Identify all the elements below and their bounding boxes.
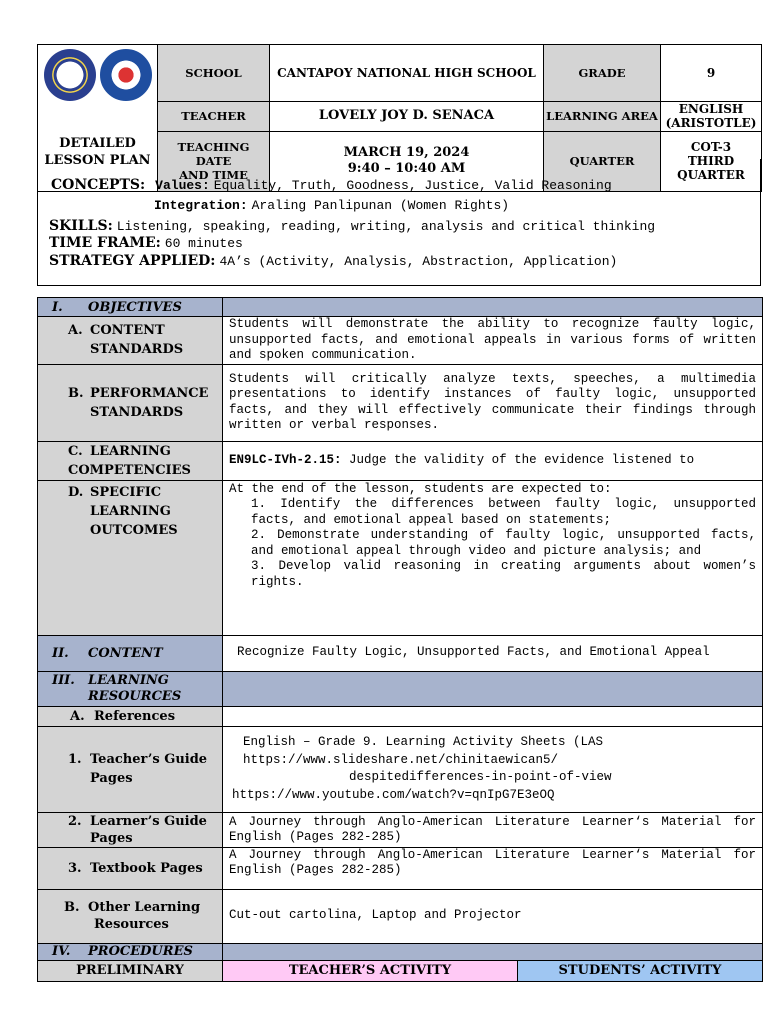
integration-line xyxy=(154,196,509,214)
quarter-value-line-1: COT-3 xyxy=(690,140,732,154)
resources-title-2: RESOURCES xyxy=(88,688,182,704)
learning-area-section: (ARISTOTLE) xyxy=(665,116,757,130)
teachers-guide-line-2: https://www.slideshare.net/chinitaewican5/ xyxy=(243,752,559,767)
learners-guide-label-1: Learner’s Guide xyxy=(90,813,207,829)
date-value: MARCH 19, 2024 xyxy=(343,145,470,160)
performance-standards-text: Students will critically analyze texts, speeches, a multimedia presentations to identify instances of faulty logic, unsupported facts, and they will effectively communicate their findings through written or verbal responses. xyxy=(223,364,763,441)
values-text: Equality, Truth, Goodness, Justice, Valid Reasoning xyxy=(213,178,612,193)
references-label xyxy=(38,706,223,726)
teachers-guide-line-4: https://www.youtube.com/watch?v=qnIpG7E3eOQ xyxy=(232,787,555,802)
textbook-pages-num: 3. xyxy=(68,860,82,876)
resources-title-1: LEARNING xyxy=(88,672,169,688)
other-resources-label-2: Resources xyxy=(94,917,169,932)
learning-competencies-label-1: LEARNING xyxy=(90,443,171,459)
time-frame-text: 60 minutes xyxy=(164,236,243,251)
integration-text: Araling Panlipunan (Women Rights) xyxy=(251,198,510,213)
strategy-line xyxy=(49,252,617,270)
content-title: CONTENT xyxy=(88,645,163,661)
dlp-title-line-1: DETAILED xyxy=(59,136,136,151)
quarter-label: QUARTER xyxy=(544,131,661,191)
competency-description: Judge the validity of the evidence listened to xyxy=(349,452,695,467)
performance-standards-label xyxy=(38,364,223,441)
time-frame-line xyxy=(49,234,243,252)
quarter-value-line-3: QUARTER xyxy=(677,168,745,182)
logos-cell-continued xyxy=(38,101,158,131)
students-activity-header: STUDENTS’ ACTIVITY xyxy=(518,960,763,981)
performance-standards-label-2: STANDARDS xyxy=(90,404,184,420)
time-value: 9:40 – 10:40 AM xyxy=(347,161,466,176)
procedures-heading-fill xyxy=(223,943,763,960)
references-text: References xyxy=(94,708,176,724)
references-fill xyxy=(223,706,763,726)
other-resources-letter: B. xyxy=(64,900,80,915)
other-resources-text: Cut-out cartolina, Laptop and Projector xyxy=(223,889,763,943)
learning-outcomes-intro: At the end of the lesson, students are expected to: xyxy=(229,481,612,496)
teachers-guide-line-1: English – Grade 9. Learning Activity Sheets (LAS xyxy=(243,735,604,749)
other-resources-label-1: Other Learning xyxy=(88,900,201,915)
objectives-heading xyxy=(38,298,223,317)
strategy-label: STRATEGY APPLIED: xyxy=(49,253,216,269)
preliminary-label: PRELIMINARY xyxy=(38,960,223,981)
textbook-pages-text-label: Textbook Pages xyxy=(90,860,203,876)
learners-guide-label-2: Pages xyxy=(90,830,133,846)
grade-value: 9 xyxy=(661,45,762,102)
references-letter: A. xyxy=(70,708,85,724)
learning-competencies-label-2: COMPETENCIES xyxy=(68,462,191,478)
lesson-plan-body xyxy=(37,297,763,982)
date-label-line-2: AND TIME xyxy=(179,168,248,182)
procedures-roman: IV. xyxy=(52,944,71,959)
content-standards-label-2: STANDARDS xyxy=(90,342,184,358)
textbook-pages-text: A Journey through Anglo-American Literature Learner‘s Material for English (Pages 282-285) xyxy=(223,847,763,889)
concepts-label: CONCEPTS: xyxy=(51,177,146,193)
performance-standards-letter: B. xyxy=(68,385,84,401)
quarter-value-line-2: THIRD xyxy=(687,154,735,168)
teachers-guide-label-2: Pages xyxy=(90,771,133,786)
learning-area-label: LEARNING AREA xyxy=(544,101,661,131)
learning-outcome-1: 1. Identify the differences between faulty logic, unsupported facts, and emotional appeal based on statements; xyxy=(251,497,756,527)
grade-label: GRADE xyxy=(544,45,661,102)
school-label: SCHOOL xyxy=(158,45,270,102)
skills-label: SKILLS: xyxy=(49,218,113,234)
learning-outcome-2: 2. Demonstrate understanding of faulty logic, unsupported facts, and emotional appeal through video and picture analysis; and xyxy=(251,528,756,558)
objectives-title: OBJECTIVES xyxy=(88,299,182,315)
resources-roman: III. xyxy=(52,672,75,688)
learning-outcomes-label xyxy=(38,480,223,635)
learning-area-subject: ENGLISH xyxy=(678,102,744,116)
skills-line xyxy=(49,217,655,235)
teachers-activity-header: TEACHER’S ACTIVITY xyxy=(223,960,518,981)
teachers-guide-label-1: Teacher’s Guide xyxy=(90,752,208,767)
strategy-text: 4A’s (Activity, Analysis, Abstraction, Application) xyxy=(219,254,618,269)
procedures-heading xyxy=(38,943,223,960)
time-frame-label: TIME FRAME: xyxy=(49,235,161,251)
school-value: CANTAPOY NATIONAL HIGH SCHOOL xyxy=(270,45,544,102)
other-resources-label xyxy=(38,889,223,943)
teachers-guide-label xyxy=(38,726,223,812)
learning-outcomes-label-1: SPECIFIC xyxy=(90,484,162,500)
learners-guide-num: 2. xyxy=(68,813,82,829)
competency-code: EN9LC-IVh-2.15: xyxy=(229,452,342,467)
procedures-title: PROCEDURES xyxy=(88,944,193,959)
date-label-line-1: TEACHING DATE xyxy=(177,140,250,168)
content-standards-text: Students will demonstrate the ability to recognize faulty logic, unsupported facts, and emotional appeals in various forms of written and spoken communication. xyxy=(223,317,763,365)
teachers-guide-line-3: despitedifferences-in-point-of-view xyxy=(349,770,612,784)
school-seal-icon xyxy=(100,49,152,101)
content-heading xyxy=(38,635,223,671)
learners-guide-text: A Journey through Anglo-American Literature Learner‘s Material for English (Pages 282-285) xyxy=(223,812,763,847)
learning-competencies-text xyxy=(223,441,763,480)
learning-outcomes-letter: D. xyxy=(68,484,84,500)
content-standards-label-1: CONTENT xyxy=(90,323,165,339)
dlp-title-line-2: LESSON PLAN xyxy=(44,153,151,168)
learning-outcome-3: 3. Develop valid reasoning in creating arguments about women’s rights. xyxy=(251,559,756,589)
learning-competencies-letter: C. xyxy=(68,443,83,459)
learning-outcomes-text xyxy=(223,480,763,635)
learning-outcomes-label-2: LEARNING xyxy=(90,503,171,519)
performance-standards-label-1: PERFORMANCE xyxy=(90,385,209,401)
resources-heading xyxy=(38,671,223,706)
learning-outcomes-label-3: OUTCOMES xyxy=(90,522,178,538)
concepts-box xyxy=(37,159,761,286)
teacher-label: TEACHER xyxy=(158,101,270,131)
logos-cell xyxy=(38,45,158,102)
content-text: Recognize Faulty Logic, Unsupported Facts, and Emotional Appeal xyxy=(223,635,763,671)
deped-seal-icon xyxy=(44,49,96,101)
objectives-heading-fill xyxy=(223,298,763,317)
concepts-line xyxy=(51,176,612,194)
teacher-value: LOVELY JOY D. SENACA xyxy=(270,101,544,131)
textbook-pages-label xyxy=(38,847,223,889)
skills-text: Listening, speaking, reading, writing, analysis and critical thinking xyxy=(116,219,656,234)
learning-area-value xyxy=(661,101,762,131)
content-standards-label xyxy=(38,317,223,365)
teachers-guide-num: 1. xyxy=(68,752,82,767)
content-standards-letter: A. xyxy=(68,323,83,339)
learning-competencies-label xyxy=(38,441,223,480)
objectives-roman: I. xyxy=(52,299,63,315)
content-roman: II. xyxy=(52,645,69,661)
values-label: Values: xyxy=(155,178,210,193)
teachers-guide-text xyxy=(223,726,763,812)
resources-heading-fill xyxy=(223,671,763,706)
learners-guide-label xyxy=(38,812,223,847)
integration-label: Integration: xyxy=(154,198,248,213)
